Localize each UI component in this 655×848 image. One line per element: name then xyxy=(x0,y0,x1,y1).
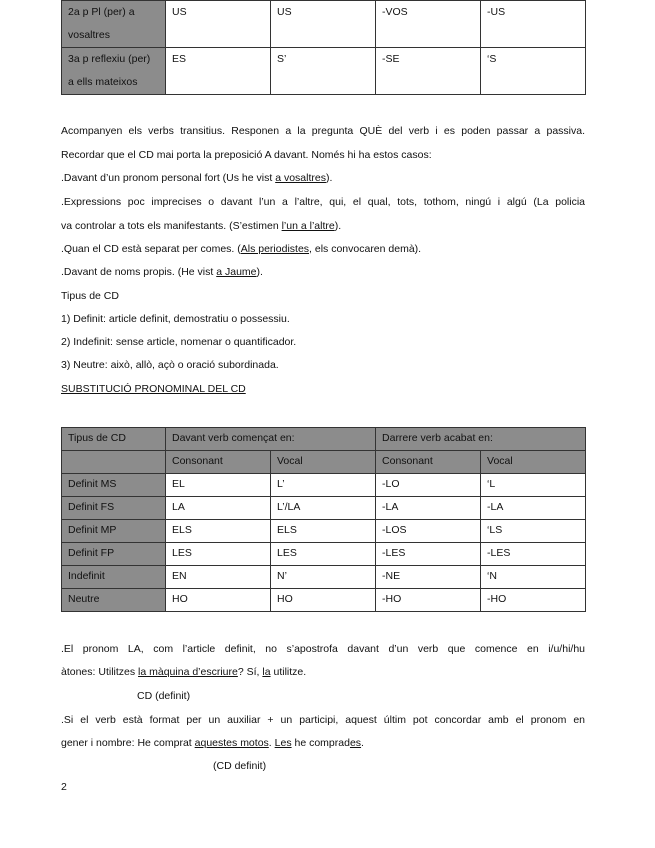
paragraph-cases: Recordar que el CD mai porta la preposició A davant. Només hi ha estos casos: xyxy=(61,149,432,161)
pronoun-cell: -LO xyxy=(376,474,481,497)
type-definit: 1) Definit: article definit, demostratiu o possessiu. xyxy=(61,313,290,325)
pronoun-cell: EN xyxy=(166,566,271,589)
table-row xyxy=(62,543,586,566)
pronoun-cell: US xyxy=(271,1,376,48)
type-cell: Neutre xyxy=(62,589,166,612)
pronoun-cell: -LES xyxy=(376,543,481,566)
table-subheader-row xyxy=(62,451,586,474)
cd-substitution-table xyxy=(61,427,586,612)
case-expressions-line1: .Expressions poc imprecises o davant l’un a l’altre, qui, el qual, tots, tothom, ningú i algú (La policia xyxy=(61,196,585,208)
pronoun-cell: -US xyxy=(481,1,586,48)
pronoun-cell: -VOS xyxy=(376,1,481,48)
pronoun-cell: ‘LS xyxy=(481,520,586,543)
note-participle-line2: gener i nombre: He comprat aquestes motos. Les he comprades. xyxy=(61,737,364,749)
pronoun-cell: US xyxy=(166,1,271,48)
header-consonant: Consonant xyxy=(166,451,271,474)
type-cell: Indefinit xyxy=(62,566,166,589)
header-darrere: Darrere verb acabat en: xyxy=(376,428,586,451)
pronoun-cell: -LES xyxy=(481,543,586,566)
note-participle-annotation: (CD definit) xyxy=(213,760,267,772)
type-neutre: 3) Neutre: això, allò, açò o oració subordinada. xyxy=(61,359,279,371)
pronoun-cell: L’/LA xyxy=(271,497,376,520)
pronoun-cell: N’ xyxy=(271,566,376,589)
table-row xyxy=(62,589,586,612)
pronoun-cell: L’ xyxy=(271,474,376,497)
pronoun-cell: ELS xyxy=(166,520,271,543)
person-cell: 3a p reflexiu (per) a ells mateixos xyxy=(62,48,166,95)
pronoun-cell: -HO xyxy=(481,589,586,612)
table-row xyxy=(62,566,586,589)
pronoun-cell: HO xyxy=(271,589,376,612)
type-cell: Definit FS xyxy=(62,497,166,520)
note-la-annotation: CD (definit) xyxy=(137,690,191,702)
pronoun-cell: -LOS xyxy=(376,520,481,543)
pronoun-cell: LES xyxy=(271,543,376,566)
section-heading: SUBSTITUCIÓ PRONOMINAL DEL CD xyxy=(61,383,246,395)
paragraph-intro: Acompanyen els verbs transitius. Responen a la pregunta QUÈ del verb i es poden passar a passiva. xyxy=(61,125,585,137)
case-commas: .Quan el CD està separat per comes. (Als periodistes, els convocaren demà). xyxy=(61,243,422,255)
header-davant: Davant verb començat en: xyxy=(166,428,376,451)
header-tipus: Tipus de CD xyxy=(62,428,166,451)
table-row xyxy=(62,497,586,520)
pronoun-cell: S’ xyxy=(271,48,376,95)
pronoun-cell: -LA xyxy=(376,497,481,520)
table-row xyxy=(62,1,586,48)
pronoun-cell: ELS xyxy=(271,520,376,543)
header-vocal: Vocal xyxy=(271,451,376,474)
types-title: Tipus de CD xyxy=(61,290,119,302)
table-header-row xyxy=(62,428,586,451)
header-empty xyxy=(62,451,166,474)
pronoun-cell: -LA xyxy=(481,497,586,520)
pronoun-table-top xyxy=(61,0,586,95)
pronoun-cell: ‘L xyxy=(481,474,586,497)
pronoun-cell: LES xyxy=(166,543,271,566)
pronoun-cell: -NE xyxy=(376,566,481,589)
pronoun-cell: ‘S xyxy=(481,48,586,95)
pronoun-cell: -HO xyxy=(376,589,481,612)
case-proper-names: .Davant de noms propis. (He vist a Jaume). xyxy=(61,266,263,278)
type-indefinit: 2) Indefinit: sense article, nomenar o quantificador. xyxy=(61,336,297,348)
pronoun-cell: -SE xyxy=(376,48,481,95)
header-consonant: Consonant xyxy=(376,451,481,474)
table-row xyxy=(62,474,586,497)
type-cell: Definit MS xyxy=(62,474,166,497)
type-cell: Definit FP xyxy=(62,543,166,566)
case-expressions-line2: va controlar a tots els manifestants. (S’estimen l’un a l’altre). xyxy=(61,220,342,232)
table-row xyxy=(62,48,586,95)
person-cell: 2a p Pl (per) a vosaltres xyxy=(62,1,166,48)
note-la-line2: àtones: Utilitzes la màquina d’escriure? Sí, la utilitze. xyxy=(61,666,307,678)
pronoun-cell: ES xyxy=(166,48,271,95)
pronoun-cell: EL xyxy=(166,474,271,497)
note-la-line1: .El pronom LA, com l’article definit, no s’apostrofa davant d’un verb que comence en i/u/hi/hu xyxy=(61,643,585,655)
case-pronoun: .Davant d’un pronom personal fort (Us he vist a vosaltres). xyxy=(61,172,333,184)
type-cell: Definit MP xyxy=(62,520,166,543)
note-participle-line1: .Si el verb està format per un auxiliar + un participi, aquest últim pot concordar amb el pronom en xyxy=(61,714,585,726)
pronoun-cell: LA xyxy=(166,497,271,520)
table-row xyxy=(62,520,586,543)
page-number: 2 xyxy=(61,781,67,793)
header-vocal: Vocal xyxy=(481,451,586,474)
pronoun-cell: ‘N xyxy=(481,566,586,589)
pronoun-cell: HO xyxy=(166,589,271,612)
